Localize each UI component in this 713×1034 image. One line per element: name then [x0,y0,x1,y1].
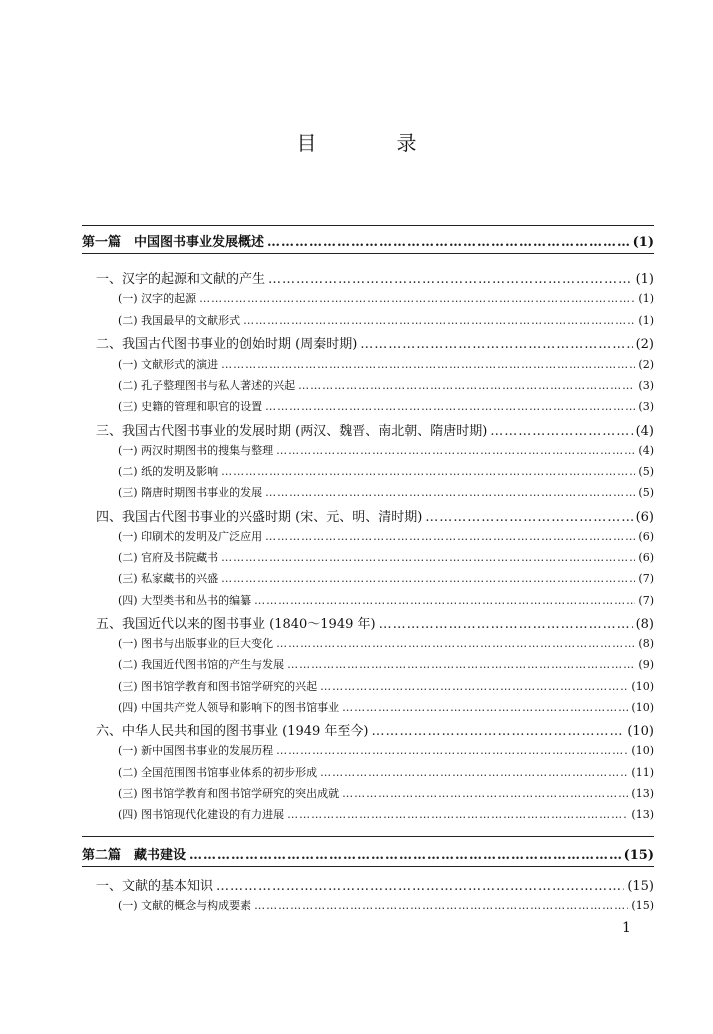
dot-leader [342,701,628,714]
toc-entry-page: (15) [631,899,654,912]
toc-entry-label: (四) 大型类书和丛书的编纂 [118,594,252,607]
dot-leader [372,724,625,739]
toc-section-entry [118,356,654,376]
dot-leader [490,424,632,439]
toc-entry-label: (一) 图书与出版事业的巨大变化 [118,637,274,650]
toc-entry-label: (一) 新中国图书事业的发展历程 [118,744,274,757]
toc-entry-page: (11) [631,766,654,779]
dot-leader [425,510,632,525]
toc-entry-label: (四) 中国共产党人领导和影响下的图书馆事业 [118,701,340,714]
toc-entry-page: (7) [638,594,654,607]
dot-leader [298,379,635,392]
toc-entry-label: (二) 官府及书院藏书 [118,551,219,564]
toc-entry-label: (三) 史籍的管理和职官的设置 [118,400,263,413]
dot-leader [342,787,628,800]
toc-entry-page: (3) [638,379,654,392]
toc-chapter-entry [96,613,654,633]
page-number: 1 [622,920,631,936]
toc-entry-label: 一、汉字的起源和文献的产生 [96,272,266,287]
dot-leader [221,572,635,585]
toc-section-entry [118,592,654,612]
dot-leader [265,530,635,543]
toc-section-entry [118,528,654,548]
dot-leader [276,444,635,457]
toc-chapter-entry [96,420,654,440]
dot-leader [254,899,628,912]
toc-entry-page: (15) [623,848,654,863]
toc-entry-page: (6) [638,530,654,543]
dot-leader [320,680,628,693]
toc-entry-page: (1) [638,314,654,327]
toc-entry-label: 二、我国古代图书事业的创始时期 (周秦时期) [96,337,358,352]
toc-entry-page: (15) [627,879,654,894]
toc-chapter-entry [96,875,654,895]
toc-entry-page: (5) [638,486,654,499]
toc-section-entry [118,570,654,590]
toc-entry-page: (13) [631,808,654,821]
toc-entry-label: 第一篇 中国图书事业发展概述 [82,235,265,250]
toc-section-entry [118,806,654,826]
toc-entry-label: (二) 全国范围图书馆事业体系的初步形成 [118,766,318,779]
dot-leader [254,594,635,607]
dot-leader [287,658,635,671]
toc-section-entry [118,699,654,719]
toc-entry-label: (二) 我国近代图书馆的产生与发展 [118,658,285,671]
dot-leader [243,314,635,327]
toc-part-entry [82,231,654,251]
toc-entry-label: 第二篇 藏书建设 [82,848,187,863]
toc-section-entry [118,897,654,917]
toc-entry-page: (1) [632,235,654,250]
toc-entry-label: (四) 图书馆现代化建设的有力进展 [118,808,285,821]
toc-entry-page: (9) [638,658,654,671]
toc-entry-page: (8) [638,637,654,650]
toc-entry-page: (10) [631,680,654,693]
toc-section-entry [118,656,654,676]
toc-entry-page: (7) [638,572,654,585]
dot-leader [287,808,628,821]
toc-entry-page: (6) [635,510,654,525]
toc-section-entry [118,678,654,698]
toc-entry-label: (一) 文献的概念与构成要素 [118,899,252,912]
toc-entry-label: (三) 隋唐时期图书事业的发展 [118,486,263,499]
dot-leader [267,235,630,250]
page-title: 目 录 [296,131,447,155]
dot-leader [276,637,635,650]
toc-entry-label: 三、我国古代图书事业的发展时期 (两汉、魏晋、南北朝、隋唐时期) [96,424,488,439]
toc-entry-label: (三) 图书馆学教育和图书馆学研究的突出成就 [118,787,340,800]
toc-entry-label: (二) 我国最早的文献形式 [118,314,241,327]
dot-leader [265,400,635,413]
toc-section-entry [118,484,654,504]
dot-leader [221,465,635,478]
dot-leader [276,744,628,757]
toc-section-entry [118,290,654,310]
dot-leader [265,486,635,499]
dot-leader [360,337,632,352]
toc-entry-page: (6) [638,551,654,564]
toc-entry-page: (13) [631,787,654,800]
toc-entry-label: (三) 私家藏书的兴盛 [118,572,219,585]
toc-chapter-entry [96,268,654,288]
toc-section-entry [118,764,654,784]
toc-entry-label: 五、我国近代以来的图书事业 (1840～1949 年) [96,617,376,632]
dot-leader [221,358,635,371]
toc-entry-page: (10) [631,701,654,714]
toc-chapter-entry [96,720,654,740]
toc-entry-page: (8) [635,617,654,632]
toc-entry-page: (4) [638,444,654,457]
dot-leader [320,766,628,779]
toc-entry-label: 四、我国古代图书事业的兴盛时期 (宋、元、明、清时期) [96,510,423,525]
toc-section-entry [118,442,654,462]
toc-entry-page: (1) [638,292,654,305]
toc-part-entry [82,844,654,864]
toc-entry-label: (三) 图书馆学教育和图书馆学研究的兴起 [118,680,318,693]
toc-entry-label: (二) 孔子整理图书与私人著述的兴起 [118,379,296,392]
toc-entry-label: 一、文献的基本知识 [96,879,214,894]
toc-entry-label: 六、中华人民共和国的图书事业 (1949 年至今) [96,724,369,739]
toc-entry-page: (2) [638,358,654,371]
dot-leader [268,272,633,287]
toc-entry-page: (2) [635,337,654,352]
toc-section-entry [118,742,654,762]
dot-leader [221,551,635,564]
toc-chapter-entry [96,333,654,353]
toc-section-entry [118,463,654,483]
toc-section-entry [118,312,654,332]
dot-leader [199,292,635,305]
toc-entry-label: (一) 汉字的起源 [118,292,197,305]
toc-entry-page: (4) [635,424,654,439]
toc-section-entry [118,377,654,397]
toc-section-entry [118,635,654,655]
toc-entry-page: (3) [638,400,654,413]
toc-entry-label: (一) 印刷术的发明及广泛应用 [118,530,263,543]
dot-leader [379,617,633,632]
toc-entry-label: (二) 纸的发明及影响 [118,465,219,478]
toc-entry-label: (一) 文献形式的演进 [118,358,219,371]
toc-entry-page: (5) [638,465,654,478]
toc-section-entry [118,785,654,805]
toc-chapter-entry [96,506,654,526]
toc-entry-label: (一) 两汉时期图书的搜集与整理 [118,444,274,457]
dot-leader [216,879,624,894]
dot-leader [189,848,621,863]
toc-entry-page: (10) [627,724,654,739]
toc-section-entry [118,549,654,569]
toc-section-entry [118,398,654,418]
toc-entry-page: (10) [631,744,654,757]
toc-entry-page: (1) [635,272,654,287]
